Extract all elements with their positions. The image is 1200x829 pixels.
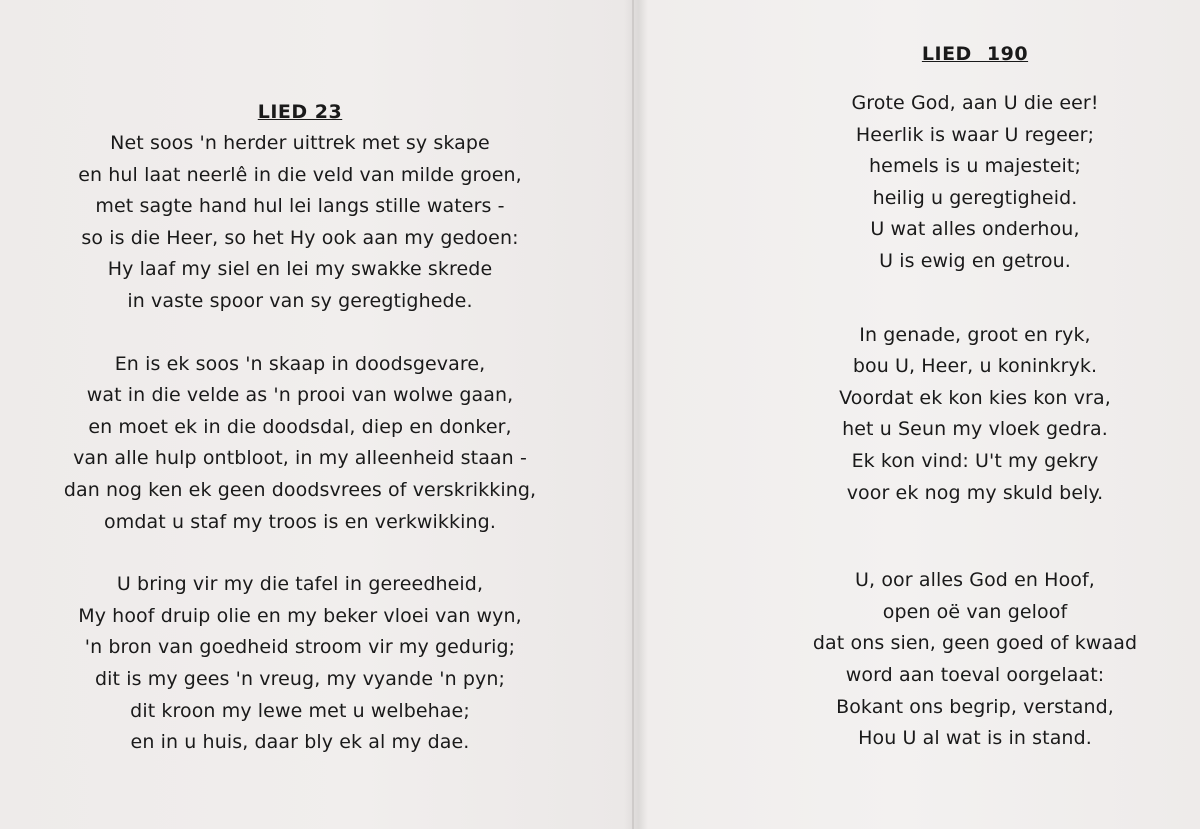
stanza-3 — [40, 569, 560, 759]
verse-line: 'n bron van goedheid stroom vir my gedurig; — [84, 636, 516, 659]
verse-line: En is ek soos 'n skaap in doodsgevare, — [114, 352, 486, 375]
verse-line: voor ek nog my skuld bely. — [846, 481, 1104, 504]
verse-line: so is die Heer, so het Hy ook aan my gedoen: — [81, 226, 519, 249]
verse-line: Bokant ons begrip, verstand, — [836, 695, 1114, 718]
stanza-3 — [780, 565, 1170, 755]
verse-line: U wat alles onderhou, — [870, 218, 1080, 241]
verse-line: word aan toeval oorgelaat: — [845, 663, 1105, 686]
verse-line: met sagte hand hul lei langs stille waters - — [95, 195, 505, 218]
hymn-title: LIED 190 — [921, 43, 1029, 65]
stanza-1 — [780, 88, 1170, 278]
verse-line: Net soos 'n herder uittrek met sy skape — [110, 132, 490, 154]
verse-line: bou U, Heer, u koninkryk. — [852, 355, 1098, 378]
verse-line: dit is my gees 'n vreug, my vyande 'n pyn; — [94, 667, 506, 690]
verse-line: het u Seun my vloek gedra. — [842, 418, 1108, 441]
left-page — [40, 96, 560, 759]
verse-line: My hoof druip olie en my beker vloei van wyn, — [78, 604, 522, 627]
verse-line: in vaste spoor van sy geregtighede. — [127, 289, 473, 312]
hymn-title: LIED 23 — [257, 101, 343, 123]
page-fold — [632, 0, 634, 829]
verse-line: omdat u staf my troos is en verkwikking. — [104, 510, 496, 533]
verse-line: en moet ek in die doodsdal, diep en donker, — [88, 415, 512, 438]
verse-line: open oë van geloof — [882, 600, 1068, 623]
verse-line: wat in die velde as 'n prooi van wolwe gaan, — [86, 384, 514, 407]
verse-line: Hou U al wat is in stand. — [858, 727, 1092, 750]
verse-line: van alle hulp ontbloot, in my alleenheid staan - — [73, 447, 527, 470]
verse-line: Voordat ek kon kies kon vra, — [839, 386, 1111, 409]
stanza-1 — [40, 128, 560, 318]
verse-line: U bring vir my die tafel in gereedheid, — [116, 573, 484, 596]
verse-line: dan nog ken ek geen doodsvrees of verskrikking, — [63, 478, 537, 501]
verse-line: dit kroon my lewe met u welbehae; — [130, 699, 470, 722]
verse-line: heilig u geregtigheid. — [872, 186, 1078, 209]
stanza-2 — [780, 320, 1170, 510]
verse-line: en in u huis, daar bly ek al my dae. — [130, 731, 470, 754]
verse-line: Heerlik is waar U regeer; — [855, 123, 1095, 146]
right-page — [780, 38, 1170, 755]
verse-line: In genade, groot en ryk, — [859, 323, 1091, 346]
verse-line: U is ewig en getrou. — [879, 249, 1071, 272]
verse-line: en hul laat neerlê in die veld van milde groen, — [78, 163, 522, 186]
verse-line: dat ons sien, geen goed of kwaad — [812, 632, 1138, 655]
verse-line: Hy laaf my siel en lei my swakke skrede — [107, 258, 493, 281]
verse-line: hemels is u majesteit; — [869, 155, 1081, 178]
verse-line: Ek kon vind: U't my gekry — [851, 449, 1099, 472]
verse-line: Grote God, aan U die eer! — [851, 92, 1099, 114]
stanza-2 — [40, 349, 560, 539]
verse-line: U, oor alles God en Hoof, — [855, 569, 1095, 592]
